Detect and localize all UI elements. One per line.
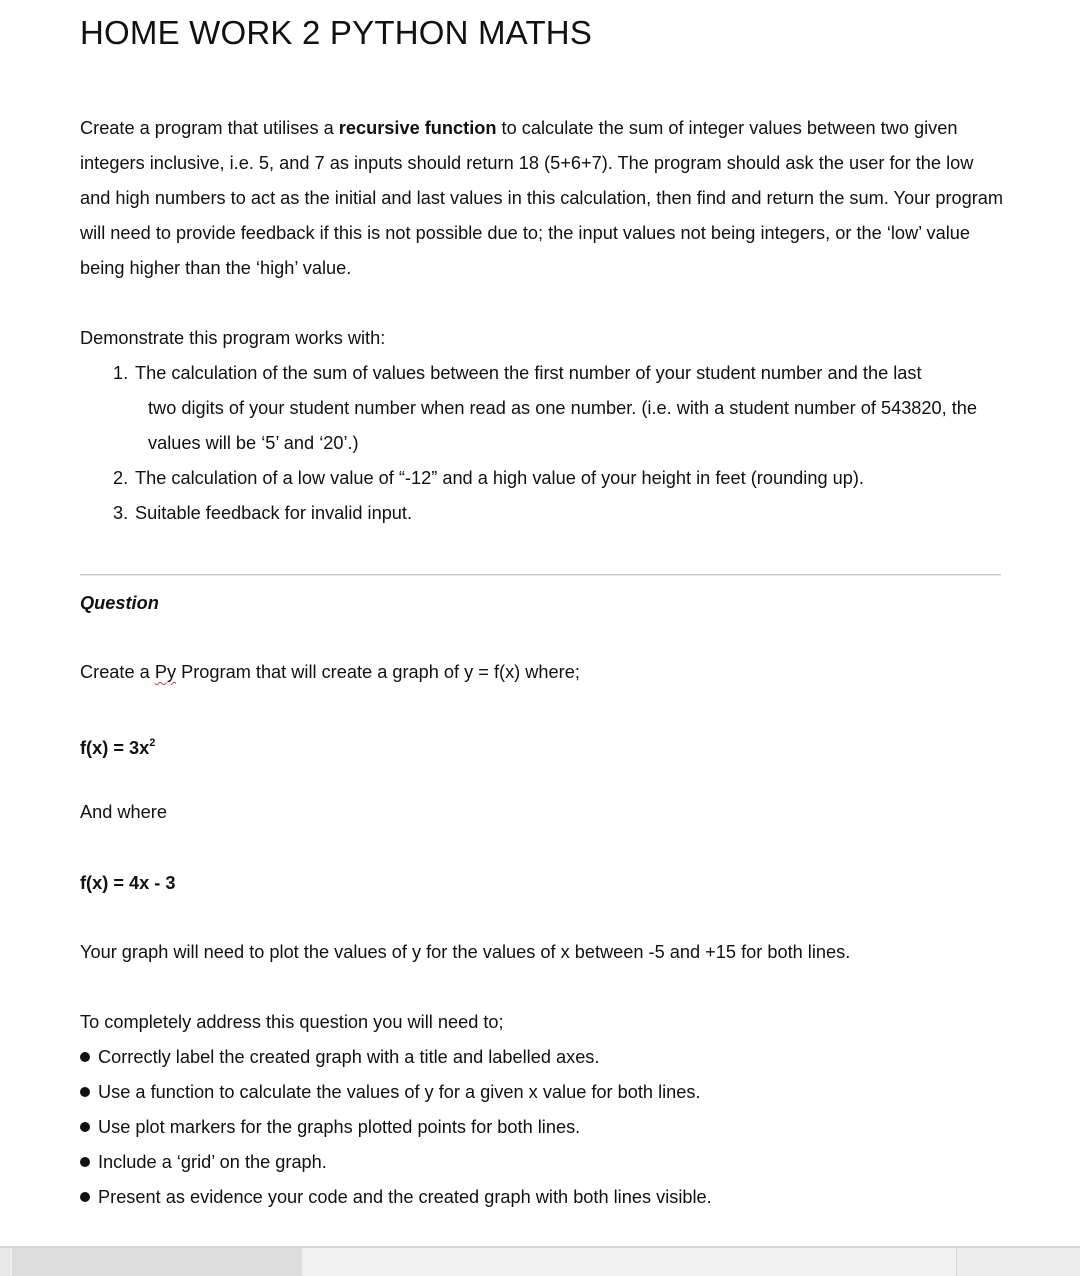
list-item-text	[135, 356, 1005, 461]
list-item-number: 3.	[113, 503, 129, 523]
intro-paragraph	[80, 111, 1005, 286]
range-text: Your graph will need to plot the values of y for the values of x between -5 and +15 for both lines.	[80, 942, 851, 962]
list-item-number: 1.	[113, 363, 129, 383]
formula-one	[80, 728, 155, 763]
question-label: Question	[80, 593, 159, 613]
demonstrate-heading: Demonstrate this program works with:	[80, 328, 386, 348]
bullet-text: Use a function to calculate the values of y for a given x value for both lines.	[98, 1082, 701, 1102]
list-item-continuation: two digits of your student number when read as one number. (i.e. with a student number of 543820, the values will be ‘5’ and ‘20’.)	[148, 398, 978, 453]
bullet-item	[80, 1145, 327, 1180]
bullet-text: Present as evidence your code and the created graph with both lines visible.	[98, 1187, 712, 1207]
list-item-line: The calculation of the sum of values between the first number of your student number and the last	[135, 363, 922, 383]
horizontal-scrollbar[interactable]	[0, 1246, 1080, 1276]
scrollbar-thumb[interactable]	[12, 1248, 302, 1276]
list-item-text: Suitable feedback for invalid input.	[135, 503, 413, 523]
question-text-end: Program that will create a graph of y = f(x) where;	[176, 662, 580, 682]
bullet-item	[80, 1180, 712, 1215]
spellcheck-word[interactable]: Py	[154, 662, 177, 682]
bullet-text: Include a ‘grid’ on the graph.	[98, 1152, 327, 1172]
intro-text-start: Create a program that utilises a	[80, 118, 339, 138]
list-item-number: 2.	[113, 468, 129, 488]
formula-two: f(x) = 4x - 3	[80, 873, 176, 893]
bullet-text: Use plot markers for the graphs plotted points for both lines.	[98, 1117, 581, 1137]
intro-text-end: to calculate the sum of integer values between two given integers inclusive, i.e. 5, and 7 as inputs should return 18 (5+6+7). The program should ask the user for the low and high numbers to act as the initial and last values in this calculation, then find and return the sum. Your program will need to provide feedback if this is not possible due to; the input values not being integers, or the ‘low’ value being higher than the ‘high’ value.	[80, 118, 1004, 278]
bullet-text: Correctly label the created graph with a title and labelled axes.	[98, 1047, 600, 1067]
formula-one-exponent: 2	[149, 737, 156, 749]
bullet-item	[80, 1075, 701, 1110]
bullet-icon	[80, 1087, 90, 1097]
bullet-item	[80, 1110, 580, 1145]
scrollbar-right-region[interactable]	[956, 1248, 1080, 1276]
document-title: HOME WORK 2 PYTHON MATHS	[80, 14, 593, 51]
requirements-heading: To completely address this question you will need to;	[80, 1012, 504, 1032]
intro-bold-term: recursive function	[338, 118, 497, 138]
and-where-text: And where	[80, 802, 167, 822]
horizontal-rule	[80, 574, 1001, 576]
bullet-icon	[80, 1157, 90, 1167]
bullet-icon	[80, 1052, 90, 1062]
question-text-start: Create a	[80, 662, 155, 682]
bullet-item	[80, 1040, 599, 1075]
scroll-left-button[interactable]	[0, 1248, 10, 1276]
question-text	[80, 655, 580, 690]
list-item-text: The calculation of a low value of “-12” and a high value of your height in feet (rounding up).	[135, 468, 864, 488]
bullet-icon	[80, 1122, 90, 1132]
formula-one-base: f(x) = 3x	[80, 738, 150, 758]
bullet-icon	[80, 1192, 90, 1202]
